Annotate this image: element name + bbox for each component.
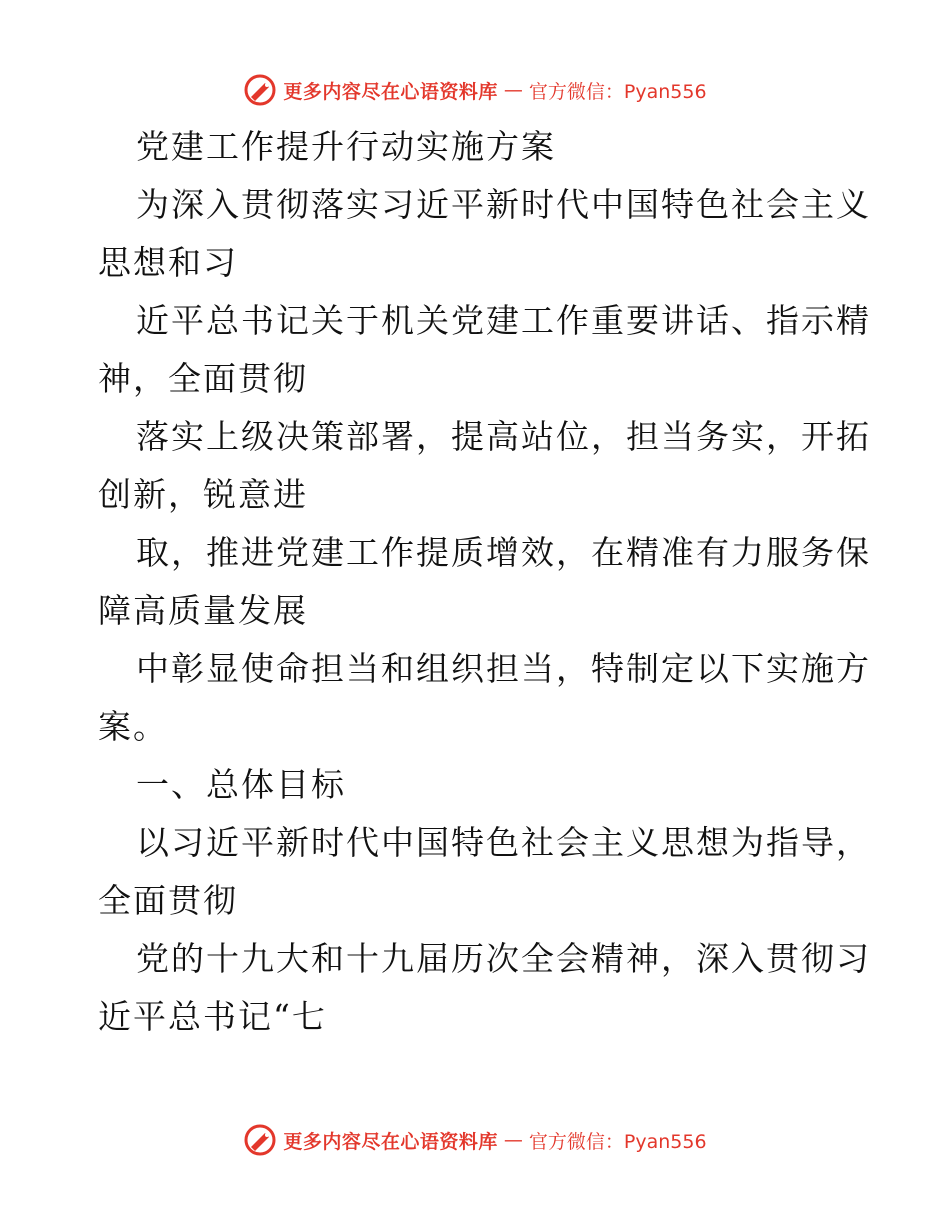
pen-logo-icon	[243, 1123, 277, 1157]
pen-logo-icon	[243, 73, 277, 107]
paragraph-line: 近平总书记“七	[98, 997, 327, 1036]
paragraph-line: 创新，锐意进	[98, 475, 308, 514]
footer-banner	[0, 1120, 950, 1160]
paragraph-line: 神，全面贯彻	[98, 359, 308, 398]
paragraph-line: 全面贯彻	[98, 881, 238, 920]
header-wechat-text: 官方微信：Pyan556	[528, 80, 707, 103]
paragraph-line: 落实上级决策部署，提高站位，担当务实，开拓	[136, 417, 871, 456]
paragraph-line: 思想和习	[98, 243, 238, 282]
header-promo-text: 更多内容尽在心语资料库	[283, 80, 498, 103]
paragraph-line: 障高质量发展	[98, 591, 308, 630]
footer-wechat-text: 官方微信：Pyan556	[528, 1130, 707, 1153]
paragraph-line: 取，推进党建工作提质增效，在精准有力服务保	[136, 533, 871, 572]
document-title: 党建工作提升行动实施方案	[136, 127, 556, 166]
paragraph-line: 以习近平新时代中国特色社会主义思想为指导，	[136, 823, 871, 862]
paragraph-line: 为深入贯彻落实习近平新时代中国特色社会主义	[136, 185, 871, 224]
header-separator: —	[503, 79, 523, 101]
paragraph-line: 党的十九大和十九届历次全会精神，深入贯彻习	[136, 939, 871, 978]
paragraph-line: 中彰显使命担当和组织担当，特制定以下实施方	[136, 649, 871, 688]
document-body	[98, 118, 871, 1046]
footer-promo-text: 更多内容尽在心语资料库	[283, 1130, 498, 1153]
paragraph-line: 案。	[98, 707, 168, 746]
header-banner	[0, 70, 950, 110]
paragraph-line: 近平总书记关于机关党建工作重要讲话、指示精	[136, 301, 871, 340]
section-heading: 一、总体目标	[136, 765, 346, 804]
footer-separator: —	[503, 1129, 523, 1151]
